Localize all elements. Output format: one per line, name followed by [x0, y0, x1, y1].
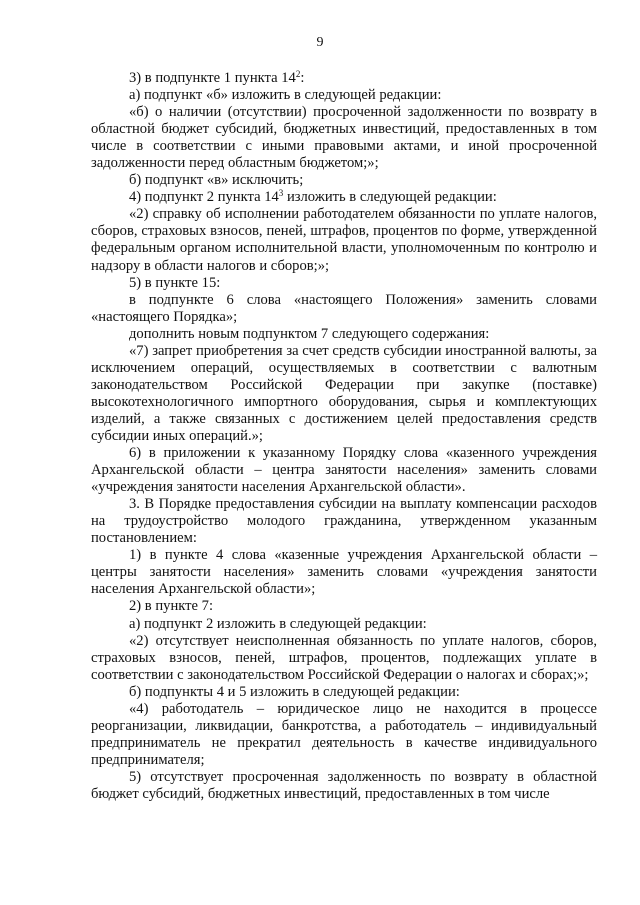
paragraph: 5) отсутствует просроченная задолженность по возврату в областной бюджет субсидий, бюджетных инвестиций, предоставленных в том числе	[91, 768, 597, 802]
paragraph: 2) в пункте 7:	[129, 598, 214, 615]
paragraph: а) подпункт 2 изложить в следующей редакции:	[129, 615, 427, 632]
paragraph: «7) запрет приобретения за счет средств субсидии иностранной валюты, за исключением операций, осуществляемых в соответствии с валютным законодательством Российской Федерации при закупке (поставке) высокотехнологичного импортного оборудования, сырья и комплектующих изделий, а также связанных с достижением целей предоставления средств субсидии иных операций.»;	[91, 342, 597, 444]
page-number: 9	[316, 35, 324, 50]
paragraph: 3. В Порядке предоставления субсидии на выплату компенсации расходов на трудоустройство молодого гражданина, утвержденном указанным постановлением:	[91, 496, 597, 547]
paragraph: «б) о наличии (отсутствии) просроченной задолженности по возврату в областной бюджет субсидий, бюджетных инвестиций, предоставленных в том числе в соответствии с иными правовыми актами, и иной просроченной задолженности перед областным бюджетом;»;	[91, 104, 597, 172]
paragraph: дополнить новым подпунктом 7 следующего содержания:	[129, 325, 490, 342]
paragraph: 4) подпункт 2 пункта $14^3$ изложить в следующей редакции:	[129, 188, 497, 206]
paragraph: в подпункте 6 слова «настоящего Положения» заменить словами «настоящего Порядка»;	[91, 291, 597, 325]
paragraph: «2) справку об исполнении работодателем обязанности по уплате налогов, сборов, страховых взносов, пеней, штрафов, процентов по форме, утвержденной федеральным органом исполнительной власти, уполномоченным по контролю и надзору в области налогов и сборов;»;	[91, 206, 597, 274]
paragraph: б) подпункты 4 и 5 изложить в следующей редакции:	[129, 683, 460, 700]
paragraph: 1) в пункте 4 слова «казенные учреждения Архангельской области – центры занятости населения» заменить словами «учреждения занятости населения Архангельской области»;	[91, 547, 597, 598]
paragraph: «2) отсутствует неисполненная обязанность по уплате налогов, сборов, страховых взносов, пеней, штрафов, процентов, подлежащих уплате в соответствии с законодательством Российской Федерации о налогах и сборах;»;	[91, 632, 597, 683]
paragraph: 5) в пункте 15:	[129, 274, 221, 291]
paragraph: а) подпункт «б» изложить в следующей редакции:	[129, 87, 442, 104]
paragraph: 6) в приложении к указанному Порядку слова «казенного учреждения Архангельской области – центра занятости населения» заменить словами «учреждения занятости населения Архангельской области».	[91, 445, 597, 496]
paragraph: 3) в подпункте 1 пункта $14^2$:	[129, 69, 305, 86]
paragraph: «4) работодатель – юридическое лицо не находится в процессе реорганизации, ликвидации, банкротства, а работодатель – индивидуальный предприниматель не прекратил деятельность в качестве индивидуального предпринимателя;	[91, 700, 597, 768]
paragraph: б) подпункт «в» исключить;	[129, 172, 304, 189]
document-body	[91, 70, 597, 803]
